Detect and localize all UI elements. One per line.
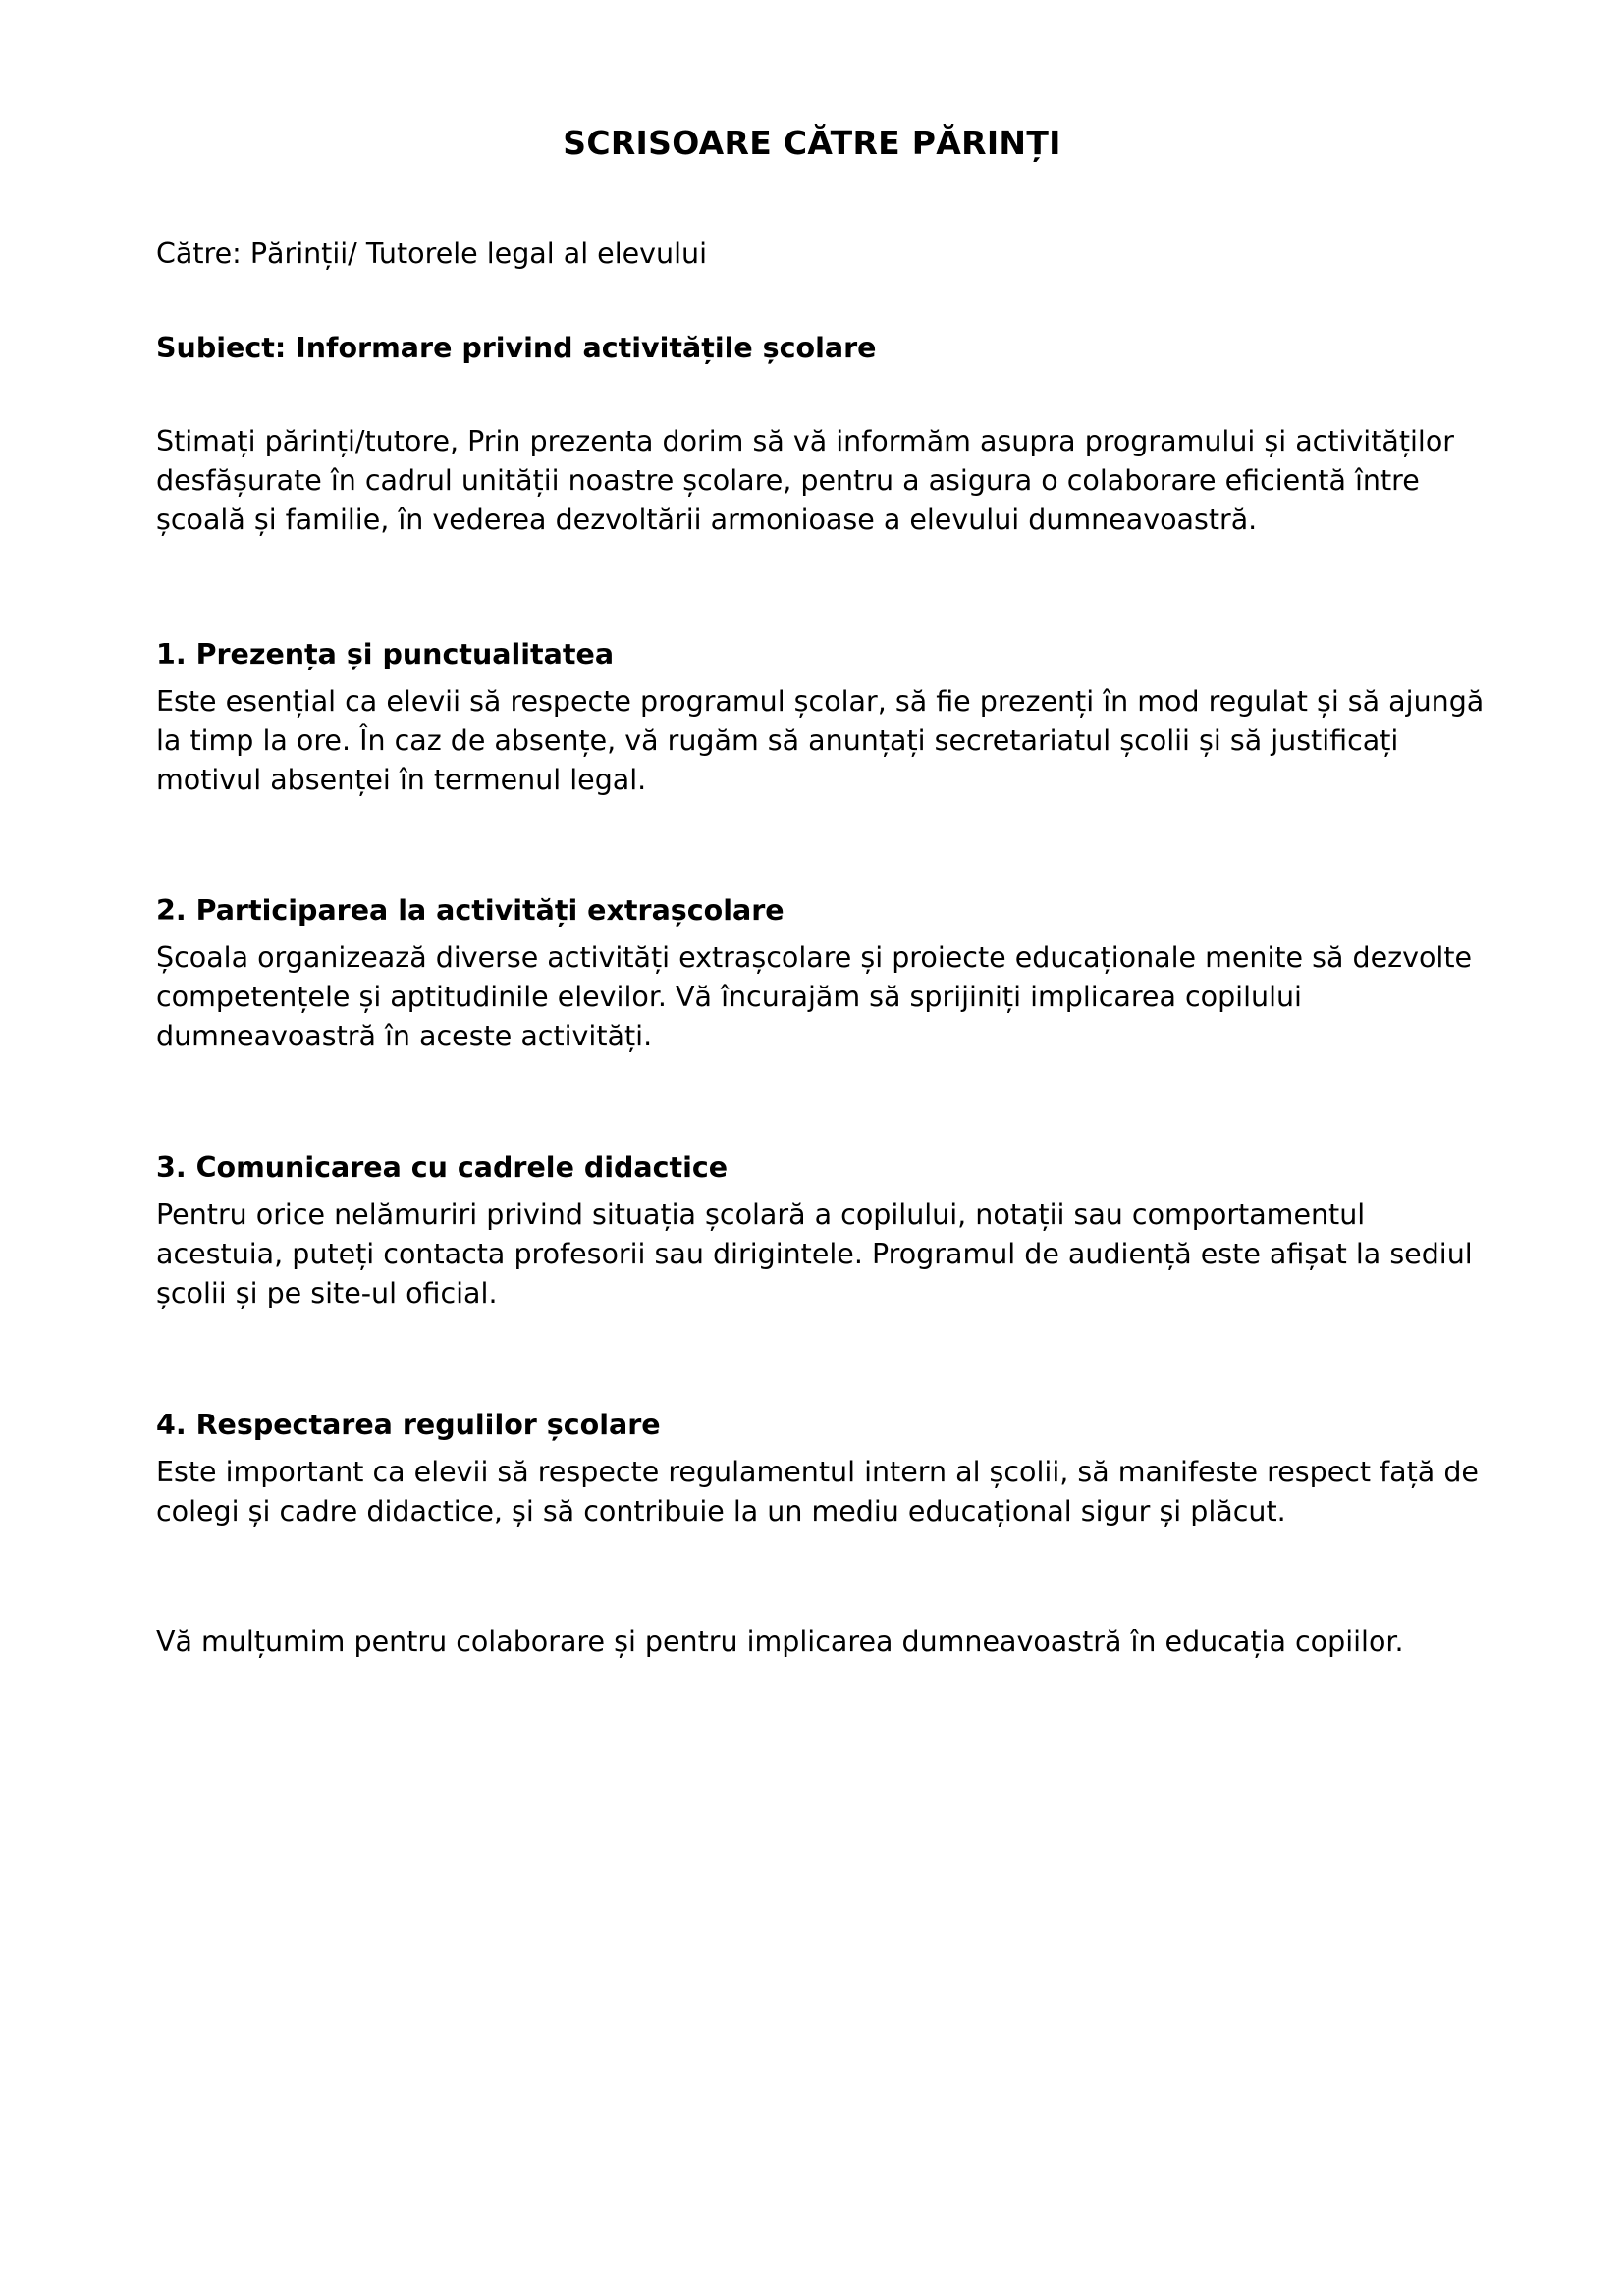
intro-paragraph [156, 422, 1491, 540]
subject-line [156, 329, 1491, 368]
section-body: Pentru orice nelămuriri privind situația școlară a copilului, notații sau comportamentul acestuia, puteți contacta profesorii sau dirigintele. Programul de audiență este afișat la sediul școlii și pe site-ul oficial. [156, 1199, 1473, 1309]
section-body: Este esențial ca elevii să respecte programul școlar, să fie prezenți în mod regulat și să ajungă la timp la ore. În caz de absențe, vă rugăm să anunțați secretariatul școlii și să justificați motivul absenței în termenul legal. [156, 685, 1485, 796]
section-school-rules [156, 1406, 1491, 1531]
section-body: Este important ca elevii să respecte regulamentul intern al școlii, să manifeste respect față de colegi și cadre didactice, și să contribuie la un mediu educațional sigur și plăcut. [156, 1456, 1479, 1527]
section-extracurricular [156, 891, 1491, 1056]
intro-text: Stimați părinți/tutore, Prin prezenta dorim să vă informăm asupra programului și activităților desfășurate în cadrul unității noastre școlare, pentru a asigura o colaborare eficientă între școală și familie, în vederea dezvoltării armonioase a elevului dumneavoastră. [156, 425, 1455, 536]
section-heading: 3. Comunicarea cu cadrele didactice [156, 1151, 729, 1184]
section-body: Școala organizează diverse activități extrașcolare și proiecte educaționale menite să dezvolte competențele și aptitudinile elevilor. Vă încurajăm să sprijiniți implicarea copilului dumneavoastră în aceste activități. [156, 941, 1473, 1052]
section-heading: 4. Respectarea regulilor școlare [156, 1409, 661, 1441]
section-heading: 2. Participarea la activități extrașcolare [156, 894, 785, 927]
subject-text: Subiect: Informare privind activitățile școlare [156, 332, 877, 364]
closing-paragraph [156, 1623, 1491, 1662]
recipient-text: Către: Părinții/ Tutorele legal al elevului [156, 238, 707, 270]
section-attendance [156, 635, 1491, 800]
document-title: SCRISOARE CĂTRE PĂRINȚI [563, 124, 1061, 162]
section-teacher-communication [156, 1148, 1491, 1313]
section-heading: 1. Prezența și punctualitatea [156, 638, 615, 670]
closing-text: Vă mulțumim pentru colaborare și pentru implicarea dumneavoastră în educația copiilor. [156, 1626, 1404, 1658]
recipient-line [156, 235, 1491, 274]
